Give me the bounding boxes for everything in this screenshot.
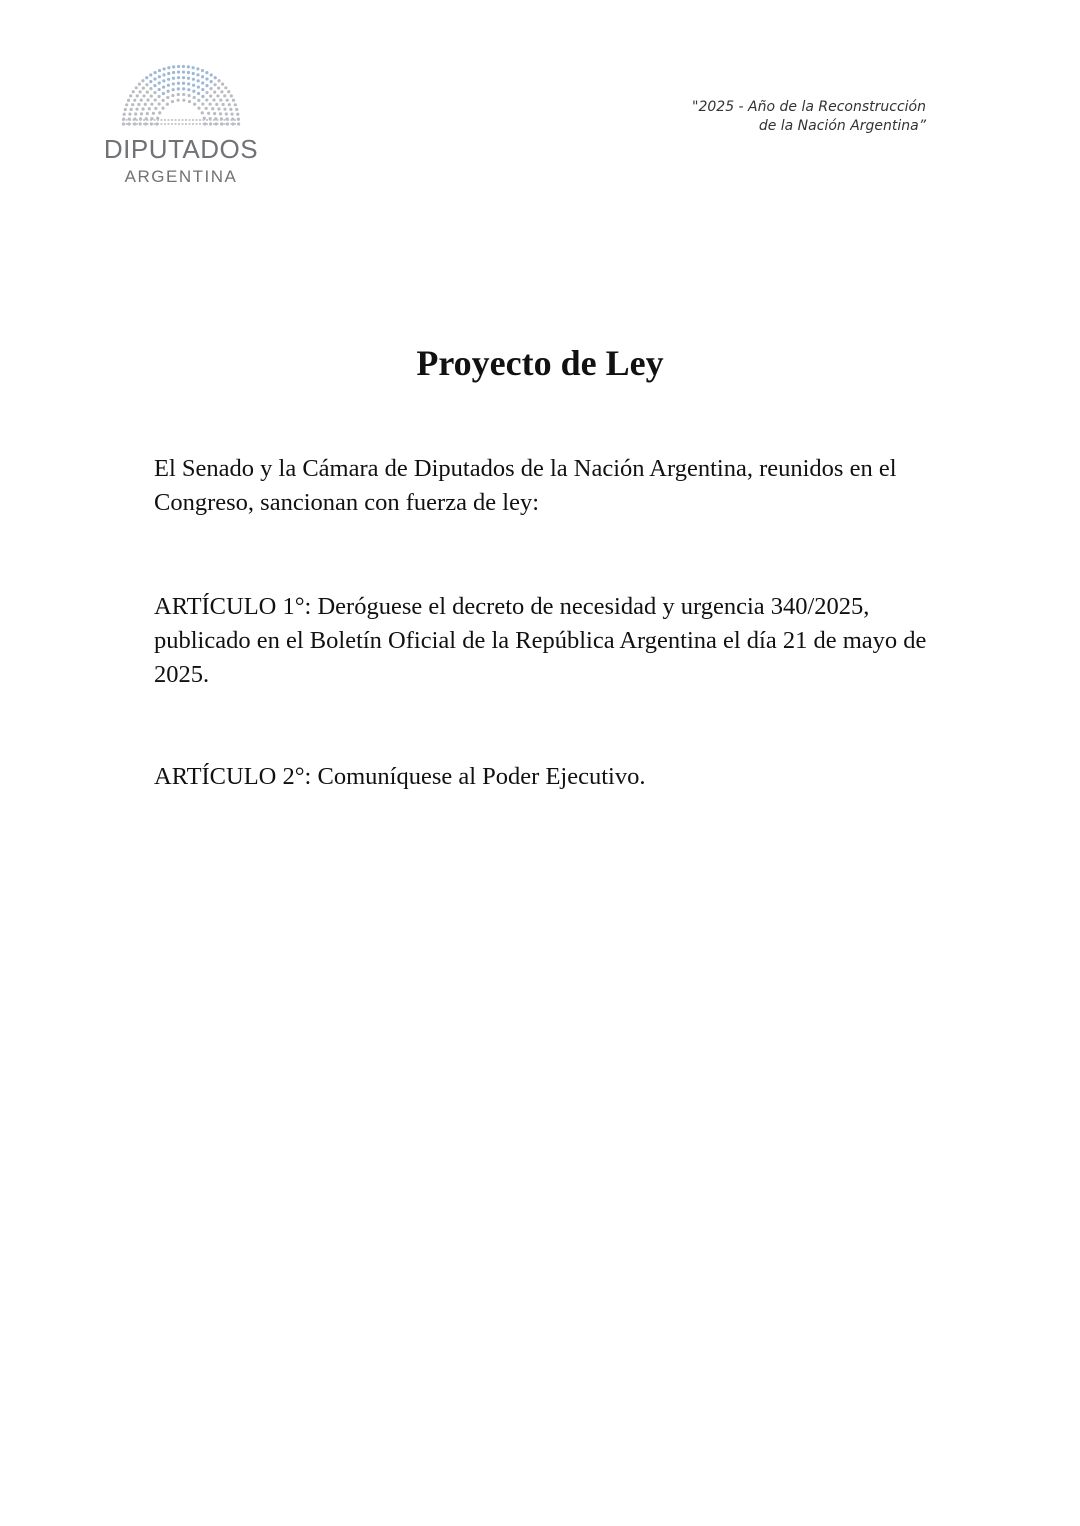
seat-dot <box>130 108 133 111</box>
seat-dot <box>167 90 170 93</box>
seat-dot <box>196 67 199 70</box>
seat-dot <box>187 88 190 91</box>
seat-dot <box>158 111 161 114</box>
seat-dot <box>197 85 200 88</box>
seat-dot <box>162 92 165 95</box>
seat-dot <box>201 102 204 105</box>
seat-dot <box>140 112 143 115</box>
seat-dot <box>227 90 230 93</box>
seat-dot <box>193 96 196 99</box>
seat-dot <box>149 80 152 83</box>
seat-dot <box>162 85 165 88</box>
seat-dot <box>146 98 149 101</box>
seat-dot <box>162 73 165 76</box>
seat-dot <box>201 95 204 98</box>
seat-dot <box>177 82 180 85</box>
seat-dot <box>216 94 219 97</box>
seat-dot <box>201 81 204 84</box>
seat-dot <box>205 98 208 101</box>
seat-dot <box>219 98 222 101</box>
seat-dot <box>153 77 156 80</box>
seat-dot <box>129 94 132 97</box>
seat-dot <box>205 91 208 94</box>
seat-dot <box>167 78 170 81</box>
seat-dot <box>197 79 200 82</box>
seat-dot <box>167 66 170 69</box>
seat-dot <box>182 76 185 79</box>
seat-dot <box>230 94 233 97</box>
seat-dot <box>182 99 185 102</box>
seat-dot <box>234 103 237 106</box>
seat-dot <box>201 111 204 114</box>
seat-dot <box>205 77 208 80</box>
seat-dot <box>145 83 148 86</box>
seat-dot <box>217 79 220 82</box>
seat-dot <box>142 94 145 97</box>
seat-dot <box>154 98 157 101</box>
seat-dot <box>171 100 174 103</box>
seat-dot <box>127 99 130 102</box>
seat-dot <box>149 73 152 76</box>
seat-dot <box>221 83 224 86</box>
seat-dot <box>153 91 156 94</box>
seat-dot <box>158 88 161 91</box>
seat-dot <box>163 67 166 70</box>
seat-dot <box>188 100 191 103</box>
seat-dot <box>166 96 169 99</box>
seat-dot <box>162 99 165 102</box>
seat-dot <box>209 94 212 97</box>
seat-dot <box>172 82 175 85</box>
seat-dot <box>192 72 195 75</box>
seat-dot <box>128 113 131 116</box>
seat-dot <box>161 106 164 109</box>
seat-dot <box>215 103 218 106</box>
seat-dot <box>138 83 141 86</box>
seat-dot <box>201 75 204 78</box>
seat-dot <box>140 98 143 101</box>
seat-dot <box>152 112 155 115</box>
seat-dot <box>192 90 195 93</box>
motto-line-1: "2025 - Año de la Reconstrucción <box>692 99 926 115</box>
seat-dot <box>223 108 226 111</box>
article-1: ARTÍCULO 1°: Deróguese el decreto de necesidad y urgencia 340/2025, publicado en el Boletín Oficial de la República Argentina el día 21 de mayo de 2025. <box>154 593 927 688</box>
seat-dot <box>187 65 190 68</box>
seat-dot <box>193 103 196 106</box>
seat-dot <box>197 99 200 102</box>
seat-dot <box>125 103 128 106</box>
seat-dot <box>136 94 139 97</box>
seat-dot <box>146 112 149 115</box>
seat-dot <box>201 69 204 72</box>
seat-dot <box>123 113 126 116</box>
motto-line-2: de la Nación Argentina” <box>758 118 926 134</box>
seat-dot <box>228 103 231 106</box>
seat-dot <box>172 65 175 68</box>
seat-dot <box>149 87 152 90</box>
article-2: ARTÍCULO 2°: Comuníquese al Poder Ejecutivo. <box>154 763 646 790</box>
seat-dot <box>133 99 136 102</box>
seat-dot <box>217 107 220 110</box>
seat-dot <box>158 81 161 84</box>
seat-dot <box>158 69 161 72</box>
seat-dot <box>217 87 220 90</box>
seat-dot <box>131 103 134 106</box>
seat-dot <box>172 71 175 74</box>
seat-dot <box>187 82 190 85</box>
seat-dot <box>167 84 170 87</box>
logo-title: DIPUTADOS <box>103 134 259 164</box>
seat-dot <box>182 70 185 73</box>
seat-dot <box>196 73 199 76</box>
seat-dot <box>162 79 165 82</box>
seat-dot <box>232 99 235 102</box>
seat-dot <box>139 90 142 93</box>
seat-dot <box>177 99 180 102</box>
seat-dot <box>192 78 195 81</box>
seat-dot <box>223 94 226 97</box>
seat-dot <box>222 103 225 106</box>
seat-dot <box>172 88 175 91</box>
seat-dot <box>182 65 185 68</box>
seat-dot <box>150 94 153 97</box>
seat-dot <box>208 103 211 106</box>
seat-dot <box>135 108 138 111</box>
seat-dot <box>187 77 190 80</box>
seat-dot <box>236 113 239 116</box>
seat-dot <box>141 79 144 82</box>
seat-dot <box>157 95 160 98</box>
seat-dot <box>137 103 140 106</box>
seat-dot <box>213 83 216 86</box>
enacting-clause: El Senado y la Cámara de Diputados de la Nación Argentina, reunidos en el Congreso, sancionan con fuerza de ley: <box>154 455 897 516</box>
seat-dot <box>144 103 147 106</box>
seat-dot <box>201 88 204 91</box>
seat-dot <box>230 113 233 116</box>
seat-dot <box>192 84 195 87</box>
seat-dot <box>229 108 232 111</box>
seat-dot <box>154 107 157 110</box>
seat-dot <box>134 112 137 115</box>
seat-dot <box>224 86 227 89</box>
seat-dot <box>142 87 145 90</box>
seat-dot <box>166 103 169 106</box>
seat-dot <box>235 108 238 111</box>
seat-dot <box>167 72 170 75</box>
seat-dot <box>213 90 216 93</box>
seat-dot <box>209 87 212 90</box>
seat-dot <box>197 106 200 109</box>
seat-dot <box>146 90 149 93</box>
seat-dot <box>153 84 156 87</box>
seat-dot <box>177 65 180 68</box>
seat-dot <box>212 98 215 101</box>
seat-dot <box>213 112 216 115</box>
seat-dot <box>177 93 180 96</box>
seat-dot <box>210 73 213 76</box>
seat-dot <box>150 103 153 106</box>
seat-dot <box>205 107 208 110</box>
seat-dot <box>187 71 190 74</box>
seat-dot <box>177 70 180 73</box>
year-motto <box>692 98 926 136</box>
seat-dot <box>192 66 195 69</box>
seat-dot <box>214 76 217 79</box>
diputados-logo <box>100 62 262 192</box>
seat-dot <box>124 108 127 111</box>
seat-dot <box>135 86 138 89</box>
seat-dot <box>158 75 161 78</box>
hemicycle-seats-icon <box>116 62 246 128</box>
seat-dot <box>220 90 223 93</box>
seat-dot <box>207 112 210 115</box>
seat-dot <box>205 84 208 87</box>
seat-dot <box>153 71 156 74</box>
seat-dot <box>158 102 161 105</box>
seat-dot <box>188 94 191 97</box>
seat-dot <box>148 107 151 110</box>
seat-dot <box>141 107 144 110</box>
seat-dot <box>226 99 229 102</box>
seat-dot <box>182 93 185 96</box>
seat-dot <box>171 94 174 97</box>
seat-dot <box>172 77 175 80</box>
seat-dot <box>210 80 213 83</box>
seat-dot <box>145 76 148 79</box>
seat-dot <box>177 76 180 79</box>
seat-dot <box>211 107 214 110</box>
seat-dot <box>177 87 180 90</box>
seat-dot <box>182 82 185 85</box>
logo-subtitle: ARGENTINA <box>124 167 238 186</box>
seat-dot <box>132 90 135 93</box>
seat-dot <box>197 92 200 95</box>
seat-dot <box>225 112 228 115</box>
document-title: Proyecto de Ley <box>416 343 664 383</box>
seat-dot <box>205 71 208 74</box>
seat-dot <box>219 112 222 115</box>
seat-dot <box>182 87 185 90</box>
